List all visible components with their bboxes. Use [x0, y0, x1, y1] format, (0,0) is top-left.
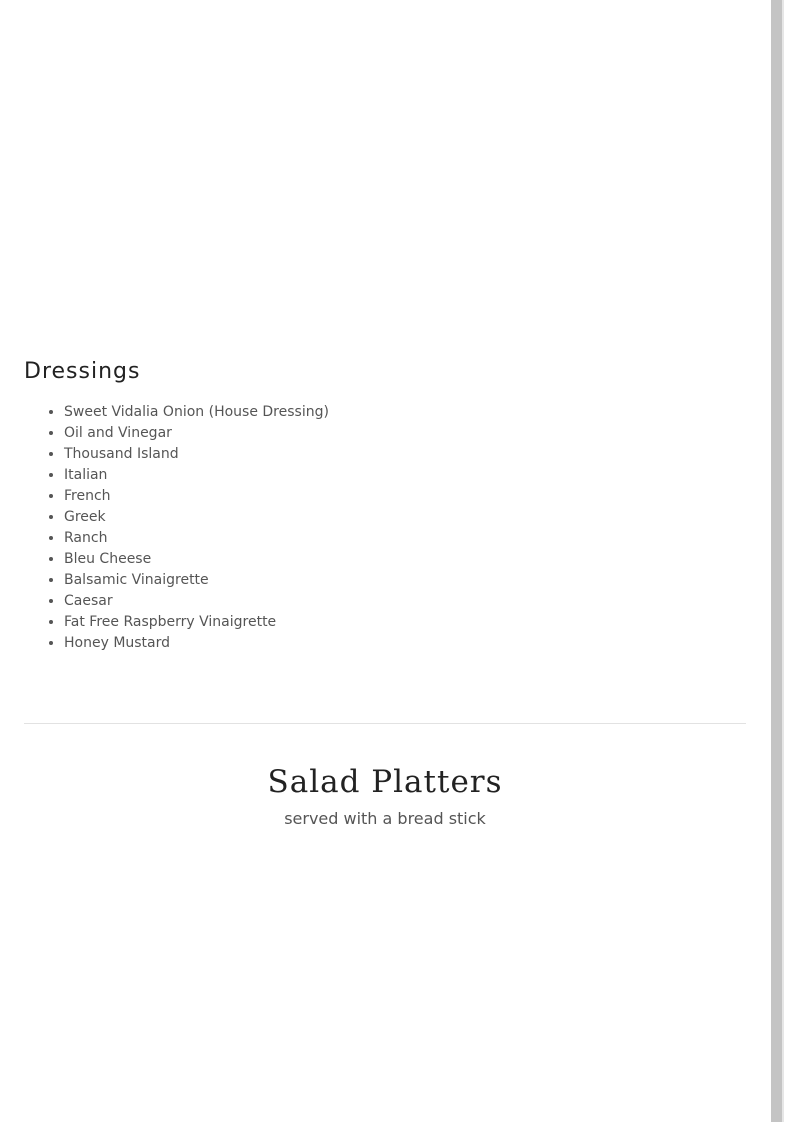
dressing-item: • Balsamic Vinaigrette [64, 570, 329, 591]
dressing-item: • Sweet Vidalia Onion (House Dressing) [64, 402, 329, 423]
dressing-item: • Fat Free Raspberry Vinaigrette [64, 612, 329, 633]
vertical-scrollbar[interactable] [770, 0, 785, 1122]
dressings-list [24, 402, 329, 654]
section-divider [24, 723, 746, 724]
dressing-item: • Oil and Vinegar [64, 423, 329, 444]
dressing-item: • Caesar [64, 591, 329, 612]
dressing-item: • Honey Mustard [64, 633, 329, 654]
dressing-item: • Ranch [64, 528, 329, 549]
dressing-item: • Greek [64, 507, 329, 528]
dressings-heading: Dressings [24, 359, 141, 384]
dressing-item: • Bleu Cheese [64, 549, 329, 570]
dressing-item: • Italian [64, 465, 329, 486]
dressing-item: • Thousand Island [64, 444, 329, 465]
salad-platters-heading: Salad Platters [267, 764, 503, 800]
dressing-item: • French [64, 486, 329, 507]
salad-platters-subtitle: served with a bread stick [284, 809, 486, 828]
scrollbar-thumb[interactable] [771, 0, 784, 1122]
